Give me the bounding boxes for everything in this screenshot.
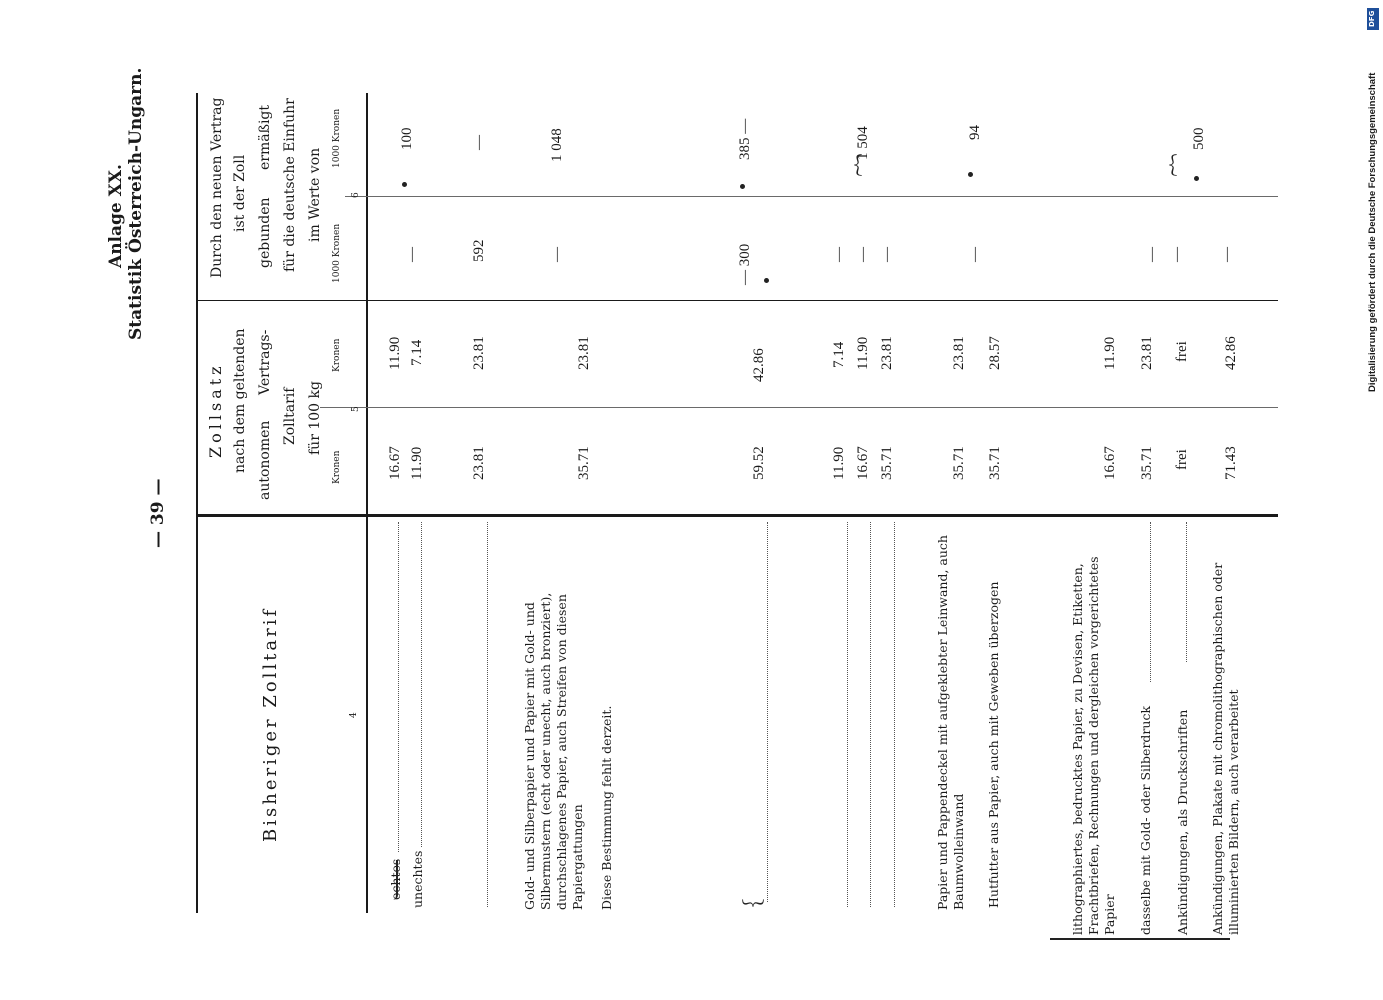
row-6-leader	[767, 522, 768, 902]
row-10-vertrag: 23.81	[951, 336, 967, 370]
anlage-subtitle: Statistik Österreich-Ungarn.	[126, 67, 146, 340]
col6-inner-divider	[345, 196, 1278, 197]
row-7-leader	[847, 522, 848, 907]
row-7-gebunden: —	[831, 247, 847, 262]
col5-title: Zollsatz	[206, 362, 225, 458]
row-13-desc: dasselbe mit Gold- oder Silberdruck	[1138, 705, 1153, 935]
row-15-desc: Ankündigungen, Plakate mit chromolithographischen oder illuminierten Bildern, auch verarbeitet	[1210, 562, 1241, 935]
col5-per-unit: für 100 kg	[307, 381, 323, 455]
row-1-autonom: 16.67	[387, 446, 403, 480]
col5-vertrags: Vertrags-	[257, 329, 273, 395]
row-12-15-ermaessigt-brace: ︷	[1155, 153, 1180, 176]
row-10-gebunden: —	[967, 247, 983, 262]
row-4-autonom: 35.71	[576, 446, 592, 480]
row-1-2-brace	[388, 860, 398, 900]
row-11-vertrag: 28.57	[987, 336, 1003, 370]
table-top-border	[196, 93, 198, 913]
col6-unit-right: 1000 Kronen	[332, 108, 342, 168]
row-6-mark-a	[764, 278, 769, 283]
row-13-gebunden: —	[1144, 247, 1160, 262]
row-13-vertrag: 23.81	[1139, 336, 1155, 370]
row-3-vertrag: 23.81	[471, 336, 487, 370]
col6-unit-left: 1000 Kronen	[332, 223, 342, 283]
digitization-note: Digitalisierung gefördert durch die Deutsche Forschungsgemeinschaft	[1367, 72, 1378, 392]
row-7-autonom: 11.90	[831, 446, 847, 480]
row-9-vertrag: 23.81	[879, 336, 895, 370]
row-7-vertrag: 7.14	[831, 341, 847, 368]
row-12-vertrag: 11.90	[1102, 336, 1118, 370]
row-4-desc: Gold- und Silberpapier und Papier mit Gold- und Silbermustern (echt oder unecht, auch bronziert), durchschlagenes Papier, auch Streifen von diesen Papiergattungen	[522, 592, 585, 910]
header-bottom-border	[366, 93, 368, 913]
row-10-mark	[968, 172, 973, 177]
row-9-leader	[894, 522, 895, 907]
row-3-ermaessigt: —	[471, 135, 487, 150]
row-9-autonom: 35.71	[879, 446, 895, 480]
row-6-ermaessigt: 385 —	[737, 118, 753, 160]
row-10-desc: Papier und Pappendeckel mit aufgeklebter Leinwand, auch Baumwolleinwand	[935, 535, 966, 910]
col5-autonomen: autonomen	[257, 420, 273, 500]
row-2-autonom: 11.90	[409, 446, 425, 480]
row-12-desc: lithographiertes, bedrucktes Papier, zu Devisen, Etiketten, Frachtbriefen, Rechnungen und dergleichen vorgerichtetes Papier	[1070, 556, 1117, 935]
row-6-gebunden: — 300	[737, 243, 753, 285]
col6-gebunden: gebunden	[257, 197, 273, 268]
row-8-ermaessigt: 1 504	[855, 126, 871, 160]
row-5-desc: Diese Bestimmung fehlt derzeit.	[599, 705, 614, 910]
row-4-gebunden: —	[549, 247, 565, 262]
row-3-leader	[487, 522, 488, 907]
col5-line2: nach dem geltenden	[232, 328, 248, 473]
col4-right-border	[198, 514, 1278, 517]
row-14-gebunden: —	[1169, 247, 1185, 262]
col6-line5: im Werte von	[307, 147, 323, 242]
row-1-desc: echtes	[388, 858, 403, 900]
row-3-gebunden: 592	[471, 239, 487, 262]
row-2-desc: unechtes	[410, 850, 425, 908]
row-12-15-brace	[1050, 938, 1230, 942]
row-14-mark	[1194, 176, 1199, 181]
row-14-desc: Ankündigungen, als Druckschriften	[1175, 709, 1190, 935]
col5-zolltarif: Zolltarif	[282, 387, 298, 445]
row-6-mark-b	[740, 184, 745, 189]
row-14-autonom: frei	[1174, 449, 1190, 470]
row-1-leader	[398, 522, 399, 852]
row-1-ermaessigt: 100	[399, 127, 415, 150]
row-13-leader	[1150, 522, 1151, 682]
row-7-9-brace: ︷	[840, 153, 865, 176]
row-9-gebunden: —	[879, 247, 895, 262]
row-15-vertrag: 42.86	[1223, 336, 1239, 370]
row-6-vertrag: 42.86	[751, 348, 767, 382]
col5-inner-divider	[320, 407, 1278, 408]
dfg-logo: DFG	[1367, 8, 1379, 30]
row-10-autonom: 35.71	[951, 446, 967, 480]
row-13-autonom: 35.71	[1139, 446, 1155, 480]
row-11-autonom: 35.71	[987, 446, 1003, 480]
row-2-gebunden: —	[404, 247, 420, 262]
row-2-leader	[421, 522, 422, 847]
col5-right-border	[198, 300, 1278, 301]
col5-unit-right: Kronen	[332, 338, 342, 372]
col6-line2: ist der Zoll	[232, 154, 248, 232]
col5-unit-left: Kronen	[332, 450, 342, 484]
row-8-autonom: 16.67	[855, 446, 871, 480]
row-6-autonom: 59.52	[751, 446, 767, 480]
row-4-vertrag: 23.81	[576, 336, 592, 370]
row-3-autonom: 23.81	[471, 446, 487, 480]
row-11-desc: Hutfutter aus Papier, auch mit Geweben überzogen	[986, 581, 1001, 908]
row-8-vertrag: 11.90	[855, 336, 871, 370]
row-12-autonom: 16.67	[1102, 446, 1118, 480]
row-1-vertrag: 11.90	[387, 336, 403, 370]
row-15-autonom: 71.43	[1223, 446, 1239, 480]
row-2-vertrag: 7.14	[409, 339, 425, 366]
anlage-title: Anlage XX.	[106, 164, 126, 268]
row-14-vertrag: frei	[1174, 341, 1190, 362]
col4-number-label: 4	[349, 712, 359, 718]
row-14-ermaessigt: 500	[1191, 127, 1207, 150]
col6-number: 6	[351, 192, 361, 198]
row-1-mark	[402, 182, 407, 187]
col5-number: 5	[351, 406, 361, 412]
row-8-leader	[870, 522, 871, 907]
row-4-ermaessigt: 1 048	[549, 128, 565, 162]
row-6-brace: ︸	[742, 900, 765, 925]
page-number: — 39 —	[148, 478, 168, 548]
col6-line1: Durch den neuen Vertrag	[209, 97, 225, 278]
row-15-gebunden: —	[1219, 247, 1235, 262]
row-8-gebunden: —	[855, 247, 871, 262]
row-10-ermaessigt: 94	[967, 125, 983, 140]
col6-ermaessigt: ermäßigt	[257, 104, 273, 170]
col4-header: Bisheriger Zolltarif	[260, 606, 281, 842]
row-14-leader	[1186, 522, 1187, 662]
col6-line4: für die deutsche Einfuhr	[282, 98, 298, 272]
